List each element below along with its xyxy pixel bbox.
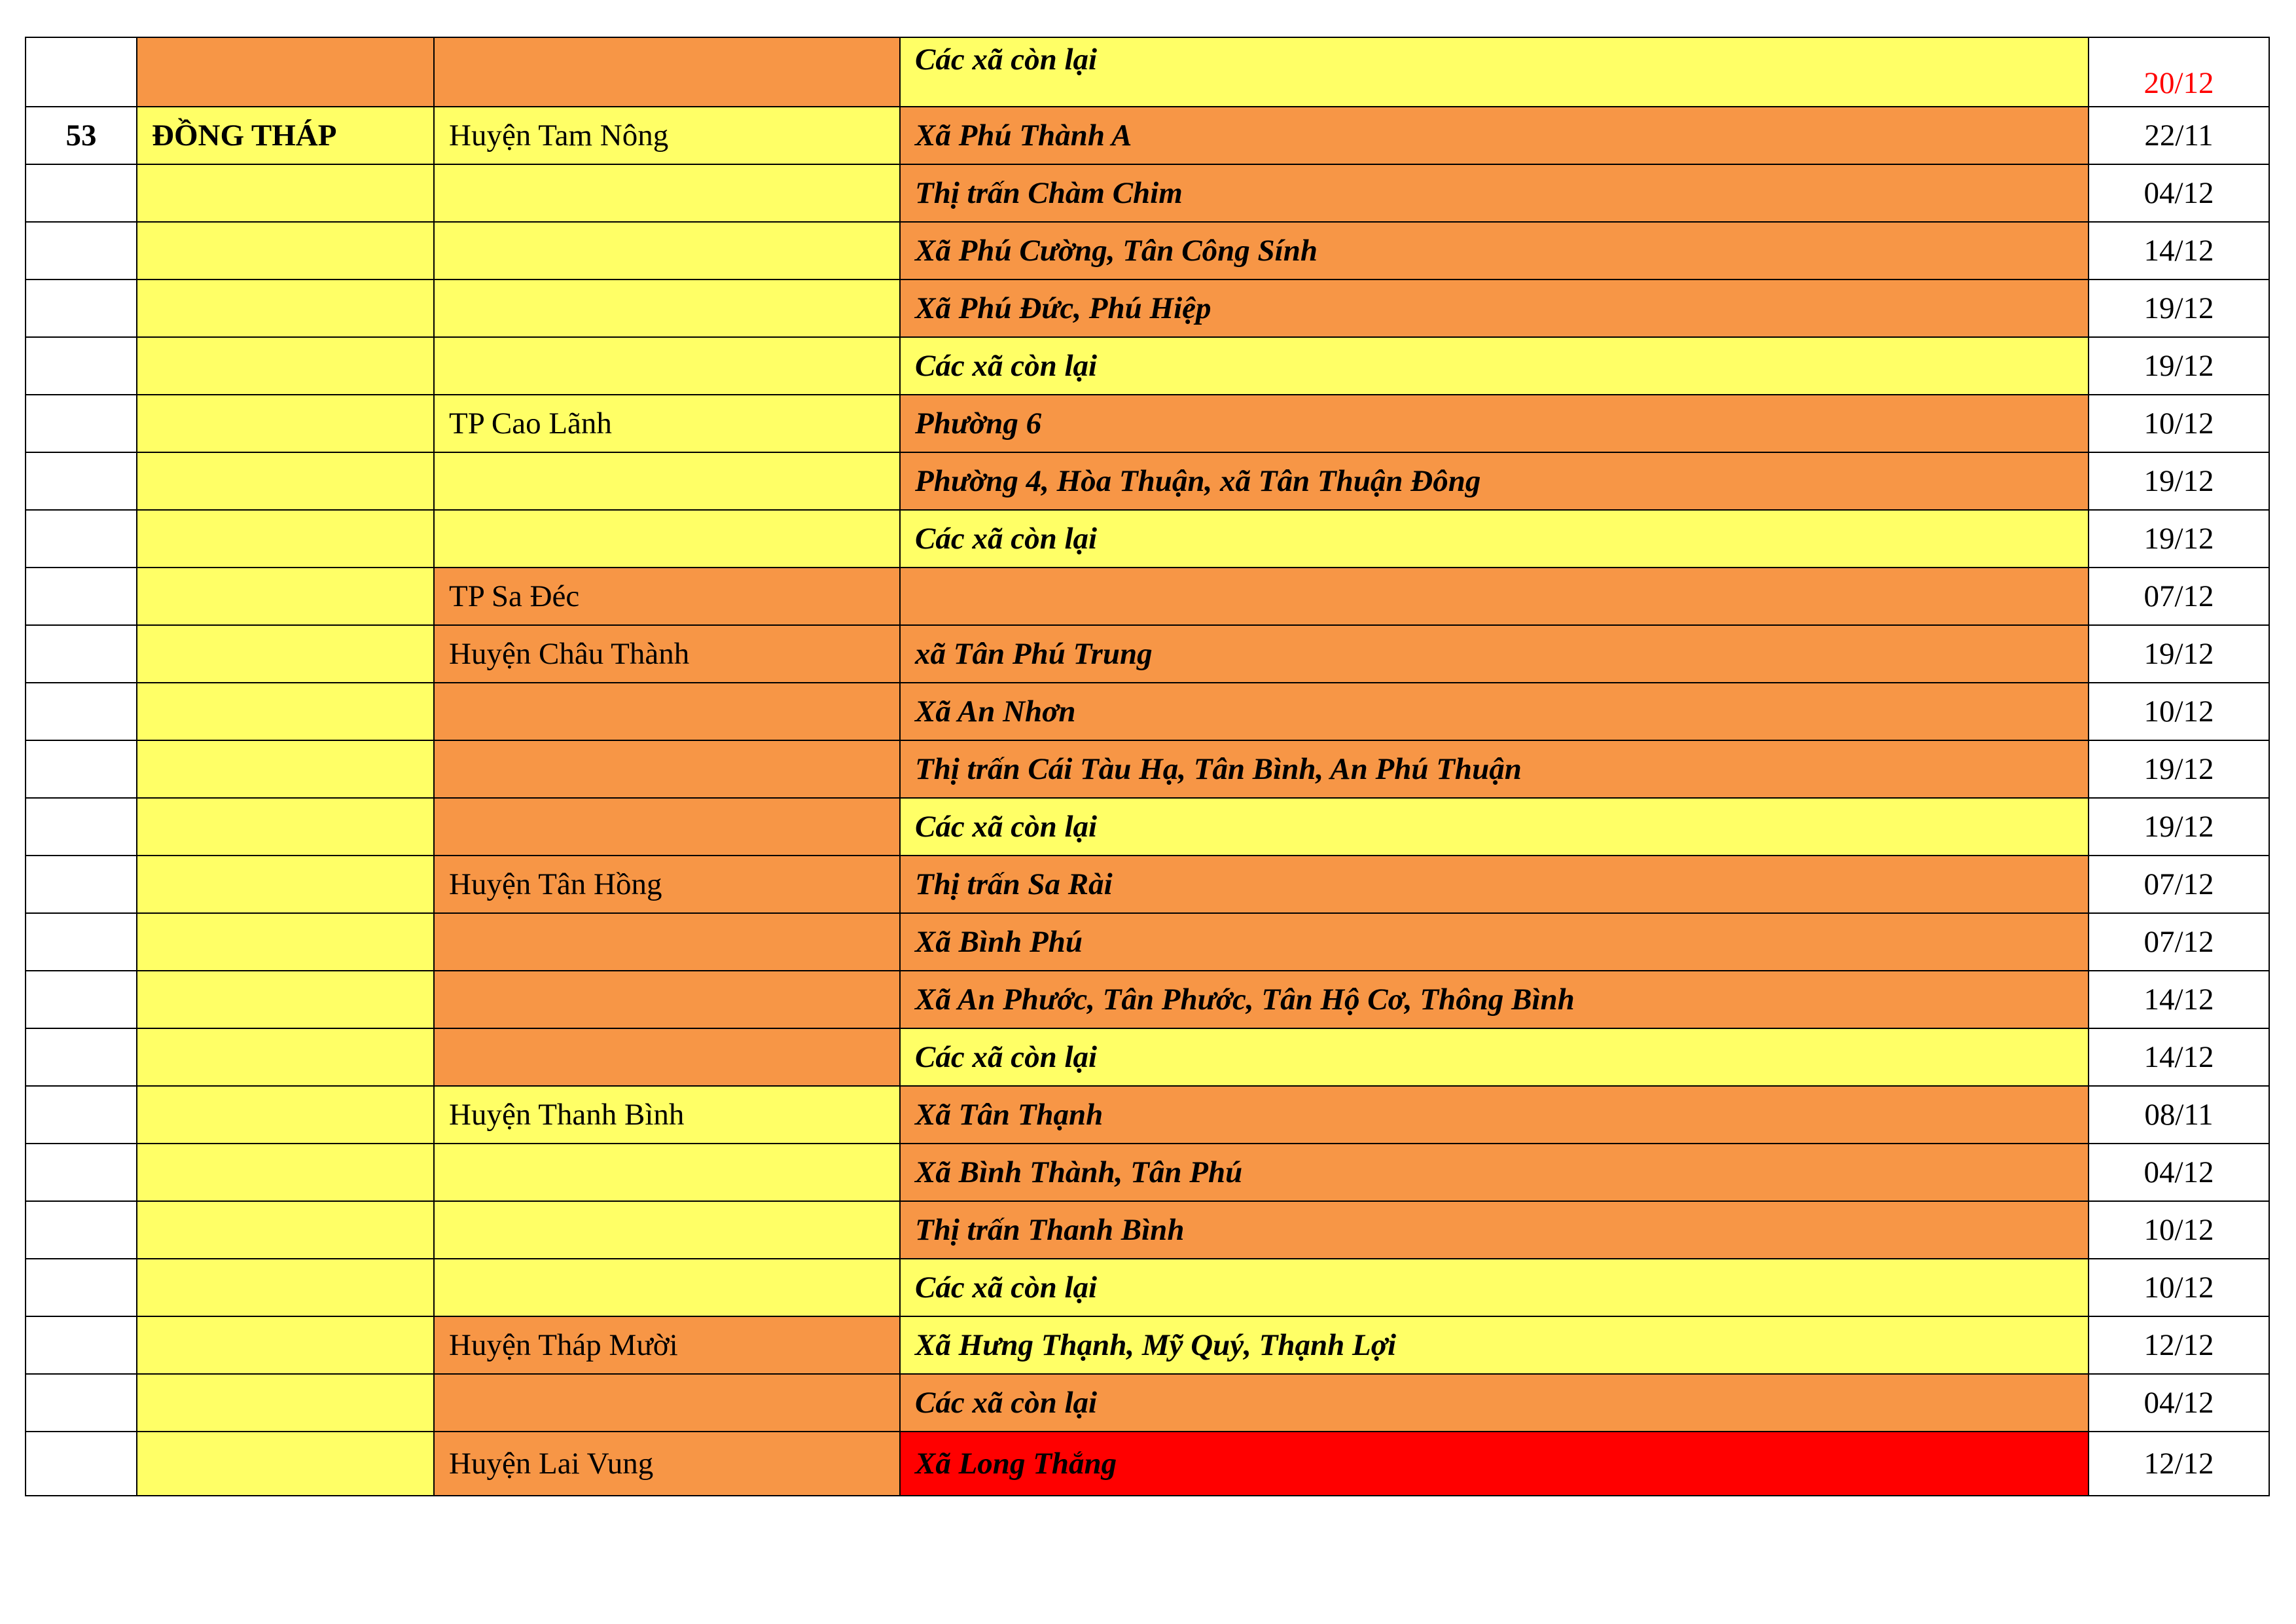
row-number-cell [26, 913, 137, 971]
province-cell [137, 1432, 434, 1496]
province-cell [137, 740, 434, 798]
table-row [26, 568, 2269, 625]
table-row [26, 395, 2269, 452]
province-cell [137, 222, 434, 280]
date-cell: 10/12 [2089, 1201, 2269, 1259]
ward-cell: Các xã còn lại [900, 1259, 2089, 1316]
ward-cell: Xã An Phước, Tân Phước, Tân Hộ Cơ, Thông Bình [900, 971, 2089, 1028]
province-cell [137, 1028, 434, 1086]
date-cell: 10/12 [2089, 1259, 2269, 1316]
ward-cell: Thị trấn Chàm Chim [900, 164, 2089, 222]
row-number-cell [26, 683, 137, 740]
row-number-cell [26, 798, 137, 856]
province-cell [137, 1259, 434, 1316]
ward-cell: Thị trấn Cái Tàu Hạ, Tân Bình, An Phú Thuận [900, 740, 2089, 798]
row-number-cell [26, 625, 137, 683]
table-row [26, 1201, 2269, 1259]
district-cell [434, 280, 900, 337]
province-cell [137, 856, 434, 913]
ward-cell: Các xã còn lại [900, 37, 2089, 107]
table-row [26, 625, 2269, 683]
district-cell [434, 913, 900, 971]
date-cell: 08/11 [2089, 1086, 2269, 1144]
district-cell [434, 1028, 900, 1086]
ward-cell: xã Tân Phú Trung [900, 625, 2089, 683]
province-cell [137, 798, 434, 856]
row-number-cell [26, 856, 137, 913]
schedule-table-body [26, 37, 2269, 1496]
district-cell [434, 222, 900, 280]
ward-cell: Xã Bình Phú [900, 913, 2089, 971]
date-cell: 19/12 [2089, 740, 2269, 798]
table-row [26, 1259, 2269, 1316]
table-row [26, 452, 2269, 510]
province-cell [137, 1374, 434, 1432]
row-number-cell [26, 1144, 137, 1201]
ward-cell: Xã Phú Cường, Tân Công Sính [900, 222, 2089, 280]
date-cell: 04/12 [2089, 164, 2269, 222]
district-cell [434, 971, 900, 1028]
table-row [26, 510, 2269, 568]
table-row [26, 856, 2269, 913]
date-cell: 19/12 [2089, 337, 2269, 395]
province-cell [137, 971, 434, 1028]
table-row [26, 1432, 2269, 1496]
district-cell [434, 1144, 900, 1201]
ward-cell: Xã Phú Thành A [900, 107, 2089, 164]
province-cell [137, 625, 434, 683]
table-row [26, 37, 2269, 107]
province-cell [137, 280, 434, 337]
row-number-cell [26, 1432, 137, 1496]
table-row [26, 1144, 2269, 1201]
province-cell [137, 510, 434, 568]
table-row [26, 740, 2269, 798]
row-number-cell [26, 1086, 137, 1144]
province-cell [137, 37, 434, 107]
ward-cell: Xã Bình Thành, Tân Phú [900, 1144, 2089, 1201]
table-row [26, 222, 2269, 280]
date-cell: 19/12 [2089, 452, 2269, 510]
row-number-cell [26, 1028, 137, 1086]
date-cell: 19/12 [2089, 510, 2269, 568]
ward-cell: Phường 4, Hòa Thuận, xã Tân Thuận Đông [900, 452, 2089, 510]
district-cell: Huyện Lai Vung [434, 1432, 900, 1496]
table-row [26, 683, 2269, 740]
ward-cell: Các xã còn lại [900, 337, 2089, 395]
district-cell: Huyện Thanh Bình [434, 1086, 900, 1144]
district-cell: Huyện Tháp Mười [434, 1316, 900, 1374]
district-cell: Huyện Tân Hồng [434, 856, 900, 913]
table-row [26, 913, 2269, 971]
district-cell [434, 337, 900, 395]
row-number-cell [26, 395, 137, 452]
date-cell: 19/12 [2089, 280, 2269, 337]
row-number-cell [26, 510, 137, 568]
province-cell [137, 1086, 434, 1144]
province-cell: ĐỒNG THÁP [137, 107, 434, 164]
ward-cell [900, 568, 2089, 625]
district-cell: Huyện Tam Nông [434, 107, 900, 164]
district-cell: TP Sa Đéc [434, 568, 900, 625]
table-row [26, 280, 2269, 337]
province-cell [137, 1316, 434, 1374]
ward-cell: Các xã còn lại [900, 1374, 2089, 1432]
district-cell: Huyện Châu Thành [434, 625, 900, 683]
province-cell [137, 1201, 434, 1259]
table-row [26, 107, 2269, 164]
province-cell [137, 1144, 434, 1201]
province-cell [137, 164, 434, 222]
date-cell: 14/12 [2089, 1028, 2269, 1086]
province-cell [137, 395, 434, 452]
row-number-cell [26, 280, 137, 337]
district-cell [434, 510, 900, 568]
table-row [26, 337, 2269, 395]
ward-cell: Thị trấn Thanh Bình [900, 1201, 2089, 1259]
date-cell: 04/12 [2089, 1374, 2269, 1432]
table-row [26, 1086, 2269, 1144]
district-cell [434, 798, 900, 856]
table-row [26, 1028, 2269, 1086]
row-number-cell [26, 1374, 137, 1432]
row-number-cell [26, 740, 137, 798]
row-number-cell [26, 568, 137, 625]
table-row [26, 798, 2269, 856]
date-cell: 04/12 [2089, 1144, 2269, 1201]
district-cell [434, 164, 900, 222]
date-cell: 19/12 [2089, 798, 2269, 856]
province-cell [137, 337, 434, 395]
date-cell: 07/12 [2089, 913, 2269, 971]
ward-cell: Xã Tân Thạnh [900, 1086, 2089, 1144]
district-cell [434, 1201, 900, 1259]
table-row [26, 1374, 2269, 1432]
district-cell [434, 452, 900, 510]
table-row [26, 971, 2269, 1028]
ward-cell: Các xã còn lại [900, 798, 2089, 856]
province-cell [137, 683, 434, 740]
date-cell: 22/11 [2089, 107, 2269, 164]
district-cell [434, 683, 900, 740]
ward-cell: Các xã còn lại [900, 510, 2089, 568]
row-number-cell [26, 337, 137, 395]
table-row [26, 164, 2269, 222]
row-number-cell [26, 1259, 137, 1316]
province-cell [137, 913, 434, 971]
row-number-cell [26, 971, 137, 1028]
district-cell [434, 1259, 900, 1316]
ward-cell: Xã Hưng Thạnh, Mỹ Quý, Thạnh Lợi [900, 1316, 2089, 1374]
district-cell [434, 1374, 900, 1432]
district-cell: TP Cao Lãnh [434, 395, 900, 452]
district-cell [434, 37, 900, 107]
date-cell: 19/12 [2089, 625, 2269, 683]
ward-cell: Xã Long Thắng [900, 1432, 2089, 1496]
row-number-cell [26, 452, 137, 510]
row-number-cell [26, 1201, 137, 1259]
date-cell: 14/12 [2089, 971, 2269, 1028]
date-cell: 10/12 [2089, 395, 2269, 452]
ward-cell: Xã Phú Đức, Phú Hiệp [900, 280, 2089, 337]
row-number-cell [26, 222, 137, 280]
row-number-cell: 53 [26, 107, 137, 164]
row-number-cell [26, 37, 137, 107]
province-cell [137, 452, 434, 510]
date-cell: 07/12 [2089, 568, 2269, 625]
ward-cell: Thị trấn Sa Rài [900, 856, 2089, 913]
date-cell: 12/12 [2089, 1316, 2269, 1374]
schedule-table [25, 37, 2270, 1496]
row-number-cell [26, 164, 137, 222]
province-cell [137, 568, 434, 625]
table-row [26, 1316, 2269, 1374]
date-cell: 10/12 [2089, 683, 2269, 740]
ward-cell: Xã An Nhơn [900, 683, 2089, 740]
date-cell: 20/12 [2089, 37, 2269, 107]
date-cell: 07/12 [2089, 856, 2269, 913]
district-cell [434, 740, 900, 798]
ward-cell: Phường 6 [900, 395, 2089, 452]
ward-cell: Các xã còn lại [900, 1028, 2089, 1086]
date-cell: 14/12 [2089, 222, 2269, 280]
row-number-cell [26, 1316, 137, 1374]
date-cell: 12/12 [2089, 1432, 2269, 1496]
